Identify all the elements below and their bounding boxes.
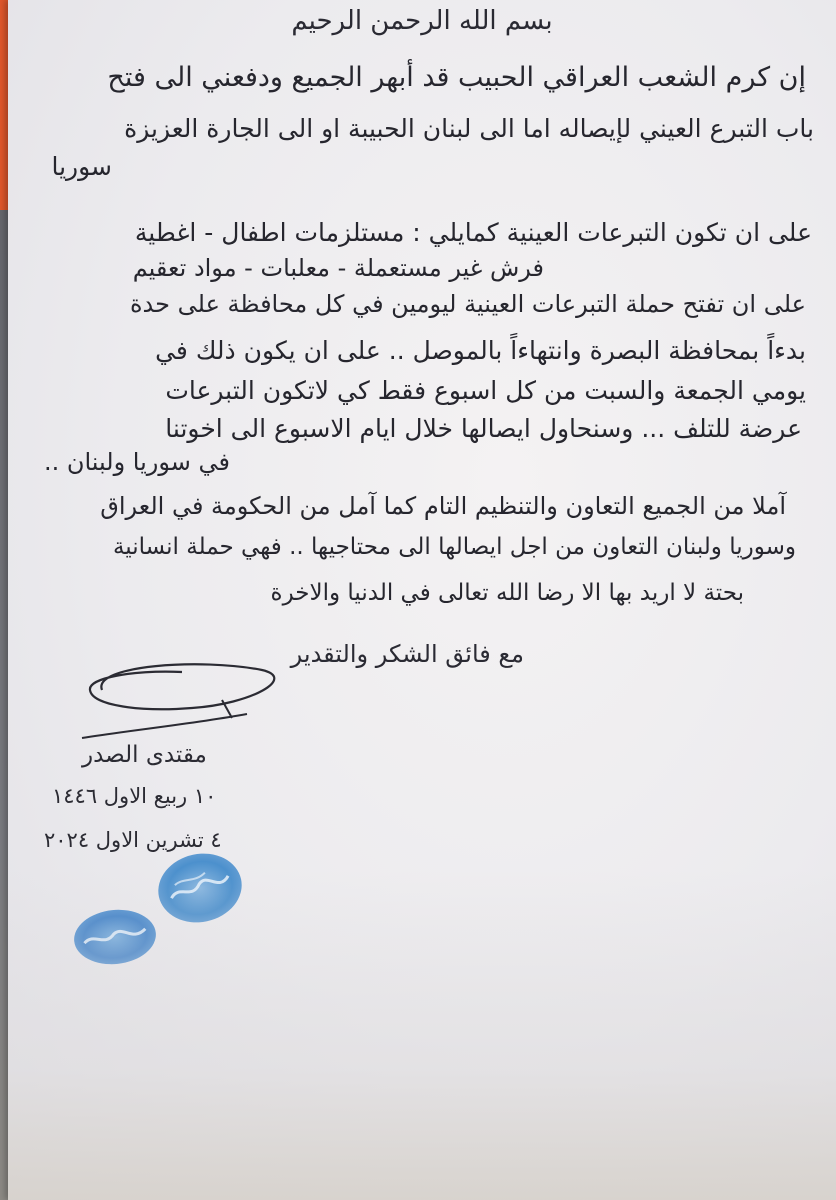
- seal-stamp: [149, 844, 250, 933]
- letter-line: عرضة للتلف ... وسنحاول ايصالها خلال ايام الاسبوع الى اخوتنا: [165, 414, 802, 443]
- date-hijri: ١٠ ربيع الاول ١٤٤٦: [52, 784, 217, 808]
- letter-line: فرش غير مستعملة - معلبات - مواد تعقيم: [132, 254, 544, 282]
- basmala-heading: بسم الله الرحمن الرحيم: [291, 6, 553, 36]
- letter-line: وسوريا ولبنان التعاون من اجل ايصالها الى محتاجيها .. فهي حملة انسانية: [112, 534, 796, 560]
- letter-line: آملا من الجميع التعاون والتنظيم التام كما آمل من الحكومة في العراق: [100, 492, 786, 520]
- letter-line: سوريا: [51, 152, 112, 181]
- letter-line: يومي الجمعة والسبت من كل اسبوع فقط كي لاتكون التبرعات: [165, 376, 806, 405]
- letter-line: على ان تكون التبرعات العينية كمايلي : مستلزمات اطفال - اغطية: [134, 218, 812, 247]
- letter-line: على ان تفتح حملة التبرعات العينية ليومين في كل محافظة على حدة: [129, 290, 806, 318]
- seal-stamp: [69, 904, 161, 971]
- letter-line: في سوريا ولبنان ..: [43, 448, 230, 476]
- closing-line: مع فائق الشكر والتقدير: [290, 640, 524, 668]
- date-gregorian: ٤ تشرين الاول ٢٠٢٤: [44, 828, 222, 852]
- letter-line: إن كرم الشعب العراقي الحبيب قد أبهر الجميع ودفعني الى فتح: [107, 62, 806, 93]
- letter-line: باب التبرع العيني لإيصاله اما الى لبنان الحبيبة او الى الجارة العزيزة: [124, 114, 814, 143]
- letter-line: بدءاً بمحافظة البصرة وانتهاءاً بالموصل .. على ان يكون ذلك في: [155, 336, 806, 365]
- letter-line: بحتة لا اريد بها الا رضا الله تعالى في الدنيا والاخرة: [270, 580, 744, 606]
- signatory-name: مقتدى الصدر: [82, 742, 207, 768]
- letter-paper: [8, 0, 836, 1200]
- signature-scribble: [72, 660, 282, 750]
